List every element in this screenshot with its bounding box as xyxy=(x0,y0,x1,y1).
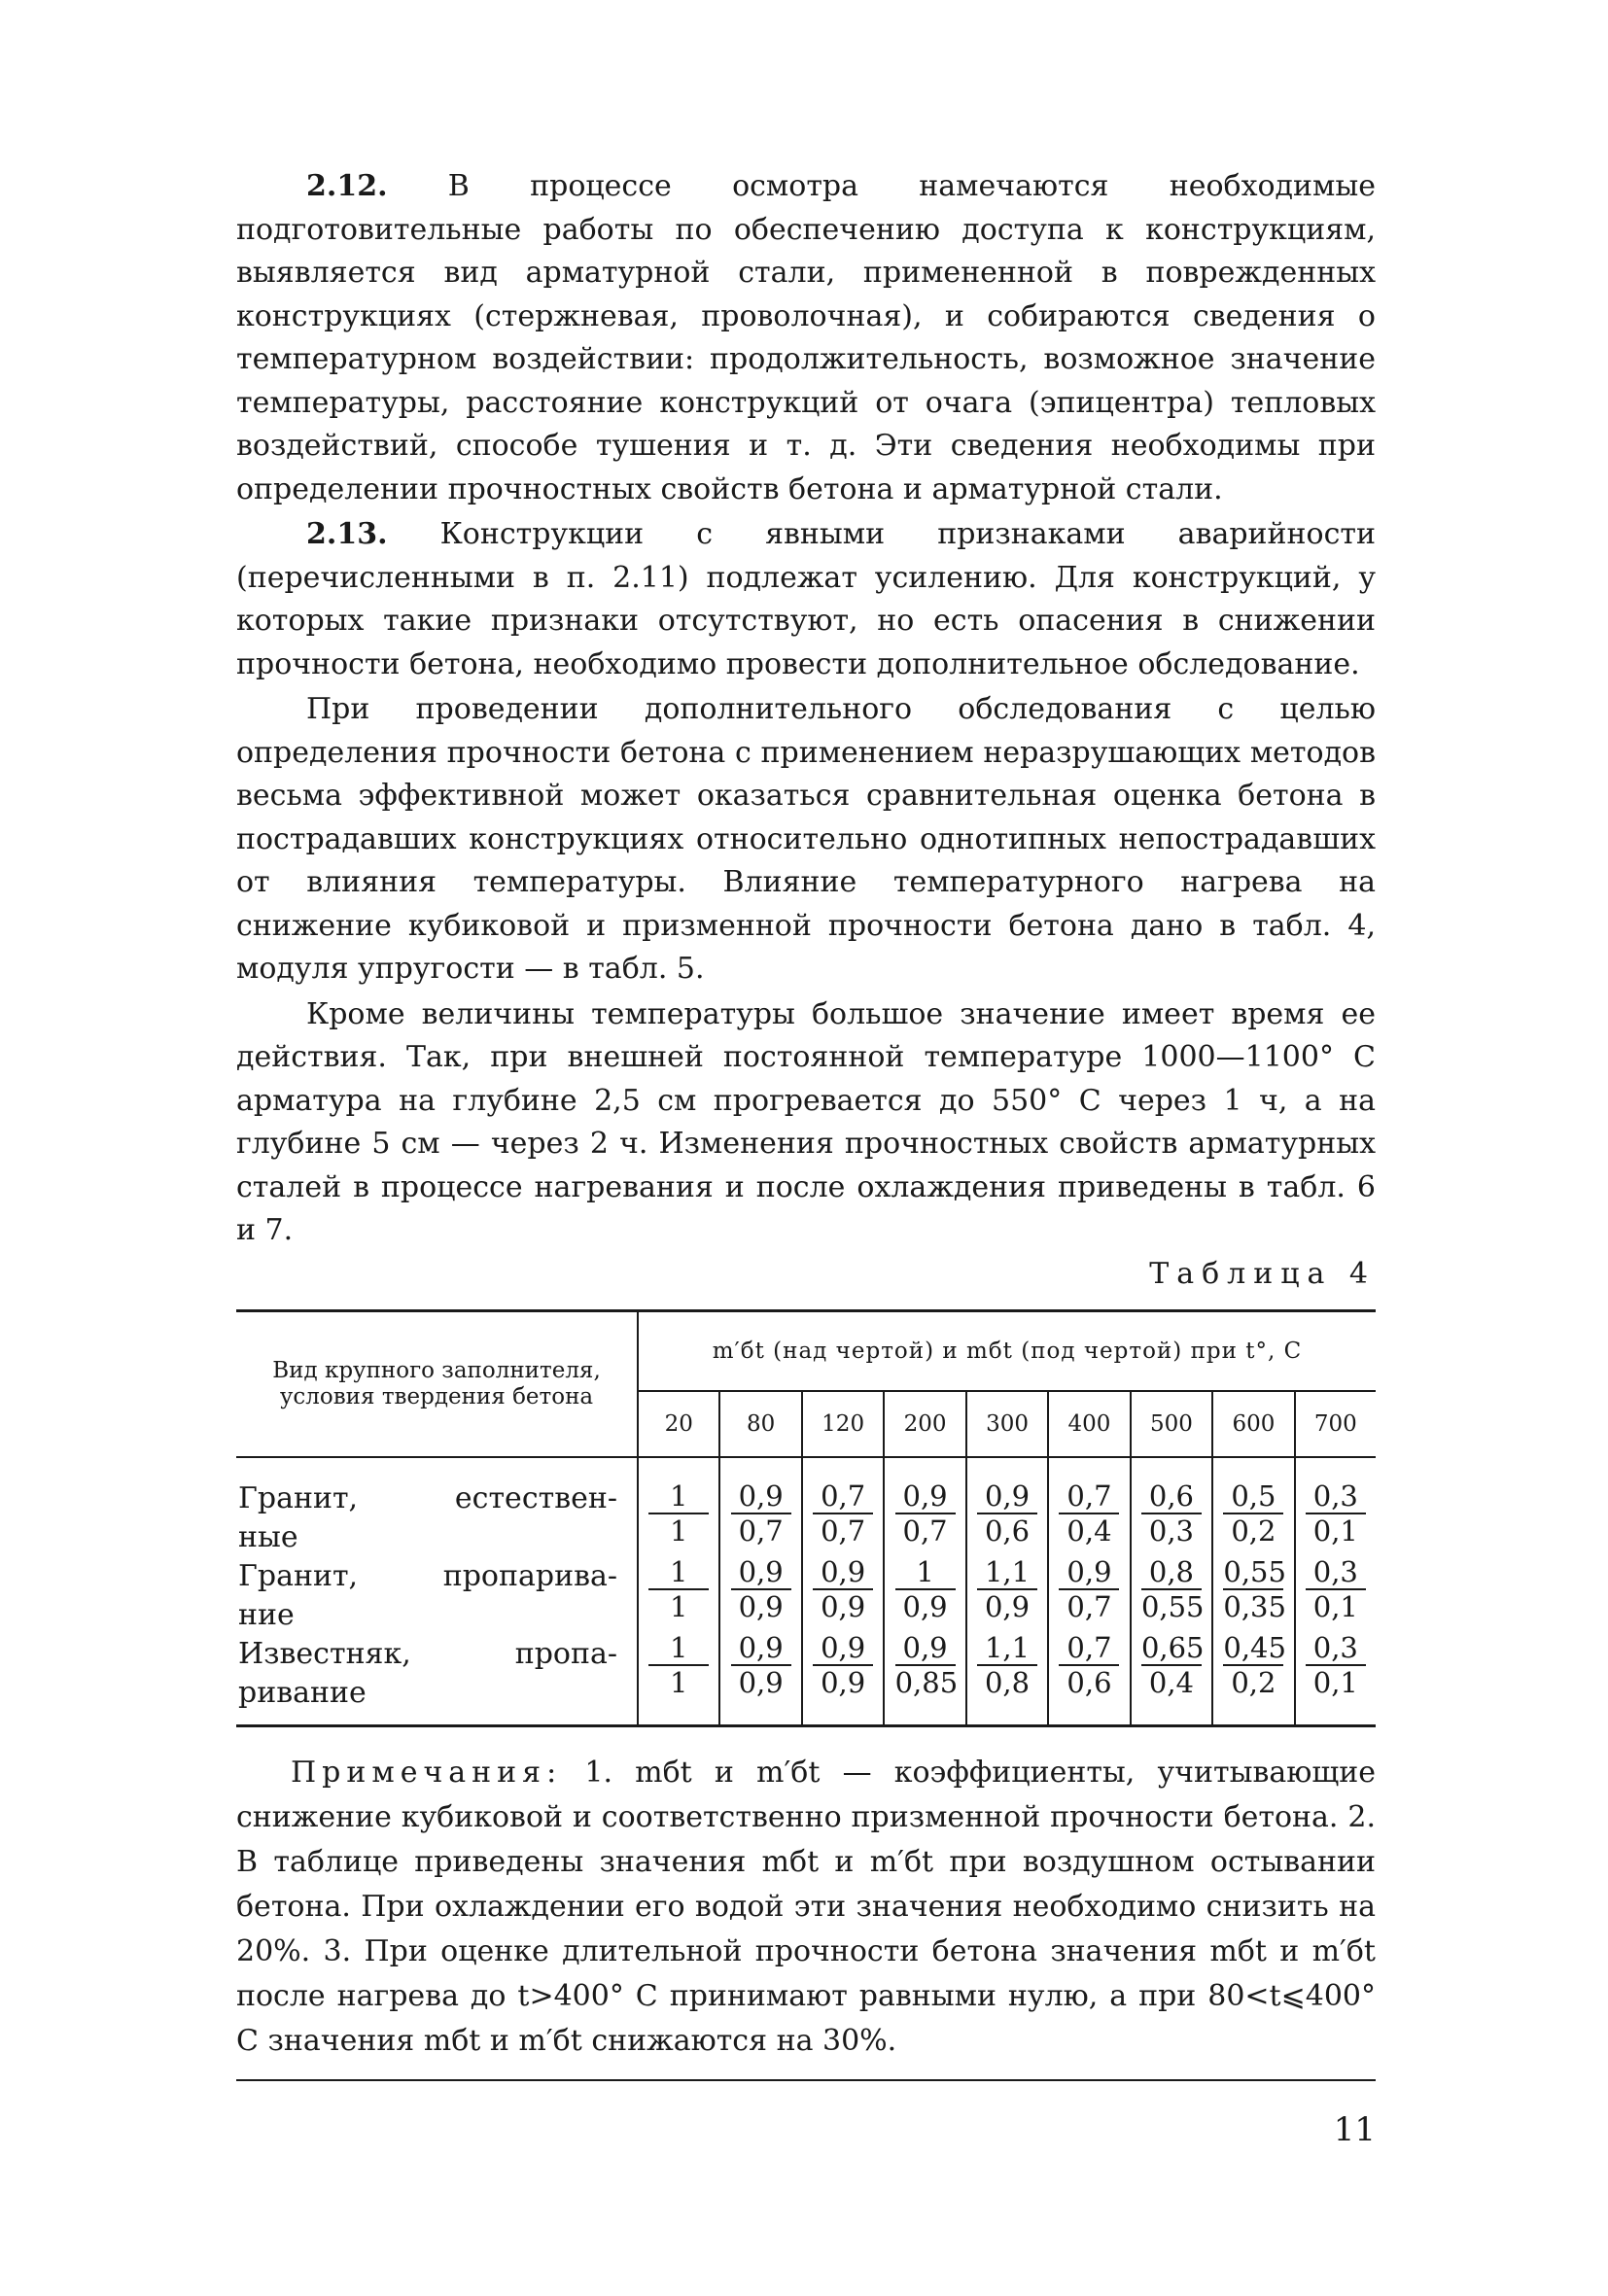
coefficient-cube: 0,6 xyxy=(1066,1665,1112,1699)
values-column xyxy=(966,1457,1048,1726)
coefficient-fraction xyxy=(1306,1631,1366,1699)
coefficient-prism: 1,1 xyxy=(977,1631,1037,1666)
coefficient-cube: 0,35 xyxy=(1223,1589,1286,1623)
paragraph-text: Конструкции с явными признаками аварийности (перечисленными в п. 2.11) подлежат усилению. Для конструкций, у которых такие признаки отсутствуют, но есть опасения в снижении прочности бетона, необходимо провести дополнительное обследование. xyxy=(236,517,1376,681)
coefficient-fraction xyxy=(1059,1479,1119,1548)
coefficient-cube: 0,9 xyxy=(738,1665,784,1699)
bottom-rule xyxy=(236,2079,1376,2081)
coefficient-fraction xyxy=(731,1479,791,1548)
coefficient-fraction xyxy=(895,1479,956,1548)
paragraph-text: В процессе осмотра намечаются необходимые подготовительные работы по обеспечению доступа к конструкциям, выявляется вид арматурной стали, примененной в поврежденных конструкциях (стержневая, проволочная), и собираются сведения о температурном воздействии: продолжительность, возможное значение температуры, расстояние конструкций от очага (эпицентра) тепловых воздействий, способе тушения и т. д. Эти сведения необходимы при определении прочностных свойств бетона и арматурной стали. xyxy=(236,169,1376,506)
coefficient-prism: 0,9 xyxy=(731,1555,791,1590)
coefficient-fraction xyxy=(1223,1630,1286,1699)
coefficient-prism: 0,9 xyxy=(731,1631,791,1666)
coefficient-cube: 0,8 xyxy=(984,1665,1031,1699)
material-label: ние xyxy=(238,1597,295,1632)
coefficient-cube: 0,9 xyxy=(984,1589,1031,1623)
coefficient-cube: 0,7 xyxy=(738,1513,784,1548)
coefficient-prism: 0,9 xyxy=(895,1479,956,1514)
temperature-header: 700 xyxy=(1295,1391,1376,1457)
notes-label: Примечания: xyxy=(291,1755,563,1790)
coefficient-cube: 0,1 xyxy=(1312,1665,1358,1699)
temperature-header: 120 xyxy=(802,1391,884,1457)
coefficient-cube: 0,7 xyxy=(821,1513,866,1548)
coefficient-fraction xyxy=(648,1555,709,1623)
table-notes xyxy=(236,1751,1376,2064)
paragraph-text: При проведении дополнительного обследования с целью определения прочности бетона с применением неразрушающих методов весьма эффективной может оказаться сравнительная оценка бетона в пострадавших конструкциях относительно однотипных непострадавших от влияния температуры. Влияние температурного нагрева на снижение кубиковой и призменной прочности бетона дано в табл. 4, модуля упругости — в табл. 5. xyxy=(236,692,1376,986)
coefficient-prism: 0,9 xyxy=(813,1555,873,1590)
coefficient-cube: 0,4 xyxy=(1148,1665,1194,1699)
values-column xyxy=(1048,1457,1130,1726)
coefficient-prism: 0,7 xyxy=(1059,1479,1119,1514)
coefficient-fraction xyxy=(813,1631,873,1699)
coefficient-cube: 0,1 xyxy=(1312,1513,1358,1548)
column-header-coefficients: m′бt (над чертой) и mбt (под чертой) при t°, С xyxy=(638,1310,1376,1391)
temperature-header: 300 xyxy=(966,1391,1048,1457)
material-label: Гранит, пропарива- xyxy=(238,1558,617,1593)
coefficient-cube: 0,7 xyxy=(1066,1589,1112,1623)
coefficient-cube: 1 xyxy=(669,1589,688,1623)
paragraph-additional-survey xyxy=(236,688,1376,991)
coefficient-cube: 1 xyxy=(669,1665,688,1699)
coefficient-prism: 0,8 xyxy=(1141,1555,1202,1590)
coefficient-prism: 1 xyxy=(648,1555,709,1590)
coefficient-prism: 0,9 xyxy=(977,1479,1037,1514)
coefficient-fraction xyxy=(813,1555,873,1623)
coefficient-fraction xyxy=(731,1631,791,1699)
column-header-aggregate: Вид крупного заполнителя, условия твердения бетона xyxy=(236,1310,638,1457)
values-column xyxy=(1131,1457,1212,1726)
coefficient-fraction xyxy=(1223,1479,1283,1548)
values-column xyxy=(719,1457,801,1726)
coefficient-fraction xyxy=(1306,1479,1366,1548)
coefficient-cube: 0,85 xyxy=(894,1665,959,1699)
coefficient-fraction xyxy=(1306,1555,1366,1623)
coefficient-prism: 0,3 xyxy=(1306,1631,1366,1666)
coefficient-cube: 0,9 xyxy=(902,1589,948,1623)
temperature-header: 600 xyxy=(1212,1391,1294,1457)
coefficient-fraction xyxy=(1059,1631,1119,1699)
material-label: Гранит, естествен- xyxy=(238,1480,617,1515)
coefficient-cube: 1 xyxy=(669,1513,688,1548)
paragraph-text: Кроме величины температуры большое значение имеет время ее действия. Так, при внешней постоянной температуре 1000—1100° С арматура на глубине 2,5 см прогревается до 550° С через 1 ч, а на глубине 5 см — через 2 ч. Изменения прочностных свойств арматурных сталей в процессе нагревания и после охлаждения приведены в табл. 6 и 7. xyxy=(236,996,1376,1247)
paragraph-2-13 xyxy=(236,513,1376,686)
coefficient-prism: 1 xyxy=(648,1631,709,1666)
coefficient-cube: 0,55 xyxy=(1140,1589,1205,1623)
table-4 xyxy=(236,1309,1376,1727)
coefficient-prism: 0,6 xyxy=(1141,1479,1202,1514)
coefficient-cube: 0,6 xyxy=(984,1513,1031,1548)
notes-text: 1. mбt и m′бt — коэффициенты, учитывающие снижение кубиковой и соответственно призменной прочности бетона. 2. В таблице приведены значения mбt и m′бt при воздушном остывании бетона. При охлаждении его водой эти значения необходимо снизить на 20%. 3. При оценке длительной прочности бетона значения mбt и m′бt после нагрева до t>400° С принимают равными нулю, а при 80<t⩽400° С значения mбt и m′бt снижаются на 30%. xyxy=(236,1755,1376,2058)
coefficient-prism: 0,45 xyxy=(1223,1630,1286,1664)
temperature-header: 400 xyxy=(1048,1391,1130,1457)
coefficient-fraction xyxy=(1140,1554,1205,1623)
coefficient-fraction xyxy=(1140,1630,1205,1699)
coefficient-cube: 0,1 xyxy=(1312,1589,1358,1623)
material-label: ривание xyxy=(238,1675,367,1710)
values-column xyxy=(802,1457,884,1726)
coefficient-prism: 0,7 xyxy=(1059,1631,1119,1666)
coefficient-prism: 0,5 xyxy=(1223,1479,1283,1514)
material-column xyxy=(236,1457,638,1726)
coefficient-prism: 0,3 xyxy=(1306,1555,1366,1590)
values-column xyxy=(1295,1457,1376,1726)
values-column xyxy=(884,1457,965,1726)
coefficient-fraction xyxy=(1223,1554,1286,1623)
coefficient-fraction xyxy=(894,1630,959,1699)
material-label: Известняк, пропа- xyxy=(238,1636,617,1671)
paragraph-temperature-time xyxy=(236,993,1376,1253)
table-caption: Таблица 4 xyxy=(1149,1256,1376,1291)
coefficient-cube: 0,9 xyxy=(821,1589,866,1623)
paragraph-number: 2.12. xyxy=(306,169,388,203)
page-number: 11 xyxy=(1333,2109,1376,2149)
material-label: ные xyxy=(238,1519,298,1554)
coefficient-cube: 0,7 xyxy=(902,1513,948,1548)
paragraph-number: 2.13. xyxy=(306,517,388,551)
temperature-header: 80 xyxy=(719,1391,801,1457)
coefficient-prism: 0,55 xyxy=(1223,1554,1286,1588)
temperature-header: 20 xyxy=(638,1391,719,1457)
table-body-row xyxy=(236,1457,1376,1726)
coefficient-prism: 1,1 xyxy=(977,1555,1037,1590)
coefficient-fraction xyxy=(813,1479,873,1548)
coefficient-prism: 0,3 xyxy=(1306,1479,1366,1514)
coefficient-fraction xyxy=(977,1555,1037,1623)
coefficient-fraction xyxy=(977,1631,1037,1699)
coefficient-cube: 0,3 xyxy=(1148,1513,1194,1548)
coefficient-cube: 0,2 xyxy=(1231,1665,1276,1699)
paragraph-2-12 xyxy=(236,165,1376,511)
coefficient-prism: 1 xyxy=(648,1479,709,1514)
coefficient-fraction xyxy=(648,1479,709,1548)
temperature-header: 500 xyxy=(1131,1391,1212,1457)
page xyxy=(236,165,1376,2149)
coefficient-prism: 0,9 xyxy=(1059,1555,1119,1590)
coefficient-prism: 0,7 xyxy=(813,1479,873,1514)
coefficient-fraction xyxy=(1059,1555,1119,1623)
coefficient-fraction xyxy=(1141,1479,1202,1548)
coefficient-fraction xyxy=(648,1631,709,1699)
coefficient-cube: 0,2 xyxy=(1231,1513,1276,1548)
coefficient-prism: 0,9 xyxy=(731,1479,791,1514)
coefficient-prism: 0,9 xyxy=(813,1631,873,1666)
values-column xyxy=(1212,1457,1294,1726)
coefficient-cube: 0,9 xyxy=(738,1589,784,1623)
coefficient-prism: 0,65 xyxy=(1140,1630,1205,1664)
coefficient-cube: 0,4 xyxy=(1066,1513,1112,1548)
coefficient-fraction xyxy=(977,1479,1037,1548)
coefficient-fraction xyxy=(731,1555,791,1623)
coefficient-prism: 1 xyxy=(895,1555,956,1590)
coefficient-cube: 0,9 xyxy=(821,1665,866,1699)
values-column xyxy=(638,1457,719,1726)
temperature-header: 200 xyxy=(884,1391,965,1457)
coefficient-prism: 0,9 xyxy=(895,1631,956,1666)
coefficient-fraction xyxy=(895,1555,956,1623)
